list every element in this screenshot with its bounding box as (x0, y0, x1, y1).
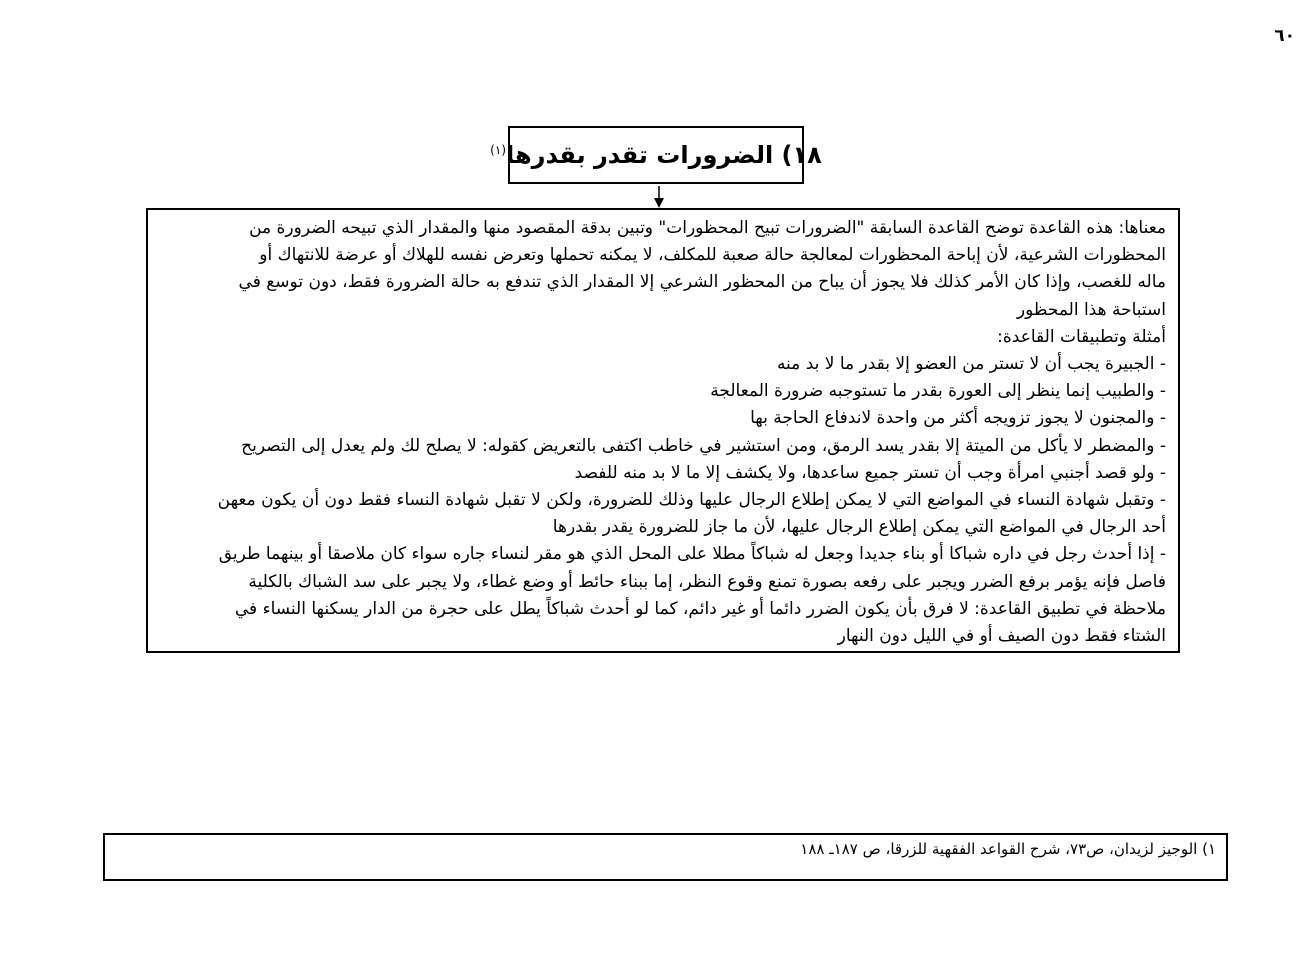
example-item: - والطبيب إنما ينظر إلى العورة بقدر ما تستوجبه ضرورة المعالجة (710, 381, 1166, 402)
rule-title-box (490, 126, 822, 184)
footnote-text: ١) الوجيز لزيدان، ص٧٣، شرح القواعد الفقهية للزرقا، ص ١٨٧ـ ١٨٨ (800, 840, 1216, 858)
rule-explanation-box (146, 208, 1180, 653)
page-number: ٦٠ (1274, 26, 1295, 46)
rule-title (490, 141, 822, 169)
footnote-box (103, 833, 1228, 881)
rule-number: ١٨) (781, 141, 822, 169)
meaning-line: معناها: هذه القاعدة توضح القاعدة السابقة "الضرورات تبيح المحظورات" وتبين بدقة المقصود منها والمقدار الذي تبيحه الضرورة من (249, 218, 1166, 238)
note-line: الشتاء فقط دون الصيف أو في الليل دون النهار (837, 626, 1166, 647)
meaning-line: ماله للغصب، وإذا كان الأمر كذلك فلا يجوز أن يباح من المحظور الشرعي إلا المقدار الذي تندفع به حالة الضرورة فقط، دون توسع في (238, 272, 1166, 293)
meaning-line: استباحة هذا المحظور (1016, 299, 1166, 320)
rule-title-text: الضرورات تقدر بقدرها (506, 141, 774, 169)
witness-line: أحد الرجال في المواضع التي يمكن إطلاع الرجال عليها، لأن ما جاز للضرورة يقدر بقدرها (552, 517, 1166, 538)
meaning-line: المحظورات الشرعية، لأن إباحة المحظورات لمعالجة حالة صعبة للمكلف، لا يمكنه تحملها وتعرض نفسه للهلاك أو عرضة للانتهاك أو (259, 245, 1166, 266)
example-item: - والمجنون لا يجوز تزويجه أكثر من واحدة لاندفاع الحاجة بها (750, 408, 1166, 429)
example-item: - والمضطر لا يأكل من الميتة إلا بقدر يسد الرمق، ومن استشير في خاطب اكتفى بالتعريض كقوله: لا يصلح لك ولم يعدل إلى التصريح (241, 435, 1166, 456)
example-item: - ولو قصد أجنبي امرأة وجب أن تستر جميع ساعدها، ولا يكشف إلا ما لا بد منه للفصد (574, 462, 1166, 483)
window-line: فاصل فإنه يؤمر برفع الضرر ويجبر على رفعه بصورة تمنع وقوع النظر، إما ببناء حائط أو وضع غطاء، ولا يجبر على سد الشباك بالكلية (248, 571, 1166, 592)
example-item: - الجبيرة يجب أن لا تستر من العضو إلا بقدر ما لا بد منه (776, 354, 1166, 375)
witness-line: - وتقبل شهادة النساء في المواضع التي لا يمكن إطلاع الرجال عليها وذلك للضرورة، ولكن لا تقبل شهادة النساء فقط دون أن يكون معهن (217, 490, 1166, 511)
footnote-marker: (١) (490, 143, 506, 157)
down-arrow-icon (654, 186, 664, 208)
window-line: - إذا أحدث رجل في داره شباكا أو بناء جديدا وجعل له شباكاً مطلا على المحل الذي هو مقر لنساء جاره سواء كان ملاصقا أو بينهما طريق (218, 544, 1166, 565)
note-line: ملاحظة في تطبيق القاعدة: لا فرق بأن يكون الضرر دائما أو غير دائم، كما لو أحدث شباكاً يطل على حجرة من الدار يسكنها النساء في (234, 598, 1166, 619)
examples-heading: أمثلة وتطبيقات القاعدة: (997, 326, 1166, 347)
